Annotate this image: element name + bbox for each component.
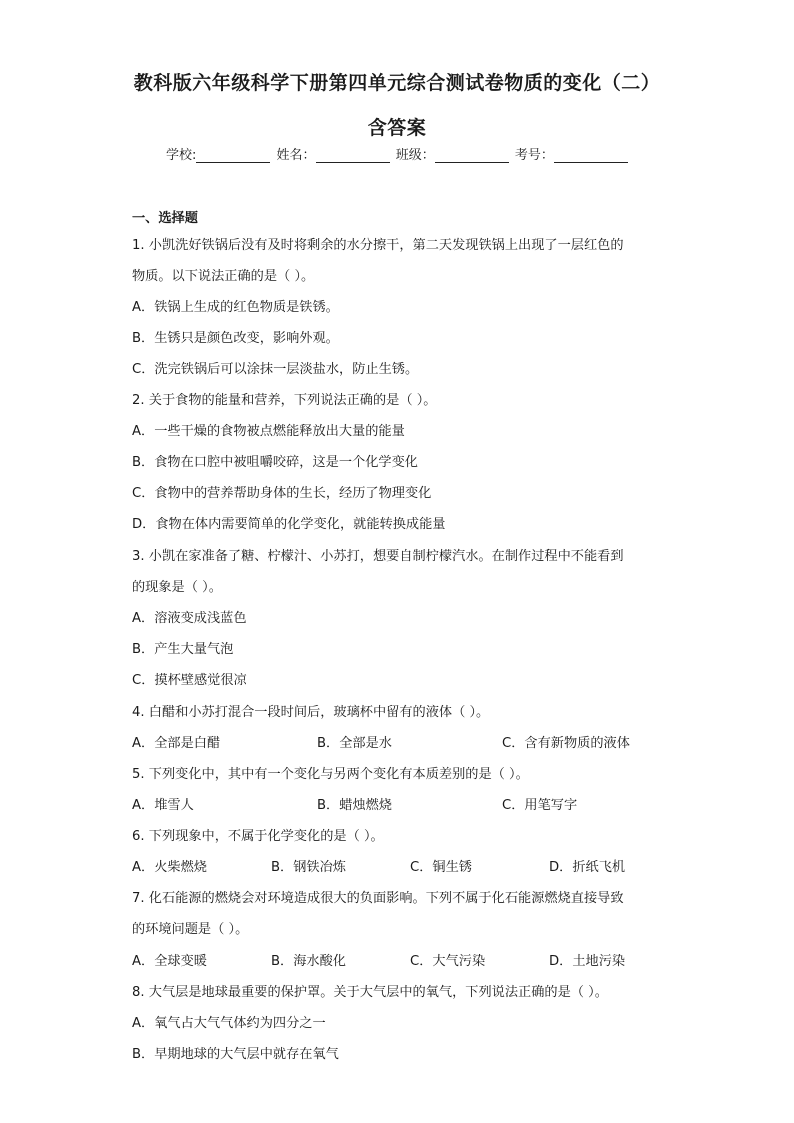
- question-5-option-c: C．用笔写字: [502, 798, 578, 813]
- question-4-option-c: C．含有新物质的液体: [502, 736, 630, 751]
- name-blank: [316, 148, 390, 163]
- question-3-option-a: A．溶液变成浅蓝色: [132, 611, 247, 626]
- question-6-option-a: A．火柴燃烧: [132, 860, 207, 875]
- student-info-row: [166, 144, 630, 163]
- question-2-line-1: 2. 关于食物的能量和营养，下列说法正确的是（ ）。: [132, 393, 437, 408]
- question-3-line-2: 的现象是（ ）。: [132, 580, 222, 595]
- question-4-option-a: A．全部是白醋: [132, 736, 221, 751]
- question-8-option-b: B．早期地球的大气层中就存在氧气: [132, 1047, 339, 1062]
- question-4-option-b: B．全部是水: [317, 736, 392, 751]
- question-1-option-c: C．洗完铁锅后可以涂抹一层淡盐水，防止生锈。: [132, 362, 419, 377]
- question-2-option-a: A．一些干燥的食物被点燃能释放出大量的能量: [132, 424, 405, 439]
- question-2-option-c: C．食物中的营养帮助身体的生长，经历了物理变化: [132, 486, 432, 501]
- school-blank: [196, 148, 270, 163]
- question-1-option-a: A．铁锅上生成的红色物质是铁锈。: [132, 300, 339, 315]
- question-1-line-2: 物质。以下说法正确的是（ ）。: [132, 269, 315, 284]
- question-5-option-a: A．堆雪人: [132, 798, 194, 813]
- exam-title-line1: 教科版六年级科学下册第四单元综合测试卷物质的变化（二）: [133, 72, 661, 94]
- question-6-option-c: C．铜生锈: [410, 860, 472, 875]
- question-5-line-1: 5. 下列变化中，其中有一个变化与另两个变化有本质差别的是（ ）。: [132, 767, 529, 782]
- question-7-option-d: D．土地污染: [549, 954, 626, 969]
- exam-title-line2: 含答案: [367, 117, 427, 139]
- question-3-option-c: C．摸杯壁感觉很凉: [132, 673, 247, 688]
- class-blank: [435, 148, 509, 163]
- question-4-line-1: 4. 白醋和小苏打混合一段时间后，玻璃杯中留有的液体（ ）。: [132, 705, 490, 720]
- section-heading: 一、选择题: [132, 211, 198, 226]
- exam-number-label: 考号：: [514, 148, 554, 163]
- question-2-option-d: D．食物在体内需要简单的化学变化，就能转换成能量: [132, 517, 446, 532]
- question-7-option-c: C．大气污染: [410, 954, 486, 969]
- question-1-line-1: 1. 小凯洗好铁锅后没有及时将剩余的水分擦干，第二天发现铁锅上出现了一层红色的: [132, 238, 624, 253]
- school-label: 学校:: [166, 148, 197, 163]
- question-7-line-1: 7. 化石能源的燃烧会对环境造成很大的负面影响。下列不属于化石能源燃烧直接导致: [132, 891, 624, 906]
- question-5-option-b: B．蜡烛燃烧: [317, 798, 392, 813]
- question-7-line-2: 的环境问题是（ ）。: [132, 922, 249, 937]
- exam-number-blank: [554, 148, 628, 163]
- question-7-option-a: A．全球变暖: [132, 954, 207, 969]
- question-6-option-b: B．钢铁冶炼: [271, 860, 346, 875]
- question-6-line-1: 6. 下列现象中，不属于化学变化的是（ ）。: [132, 829, 384, 844]
- question-3-option-b: B．产生大量气泡: [132, 642, 234, 657]
- name-label: 姓名：: [276, 148, 316, 163]
- question-8-option-a: A．氧气占大气气体约为四分之一: [132, 1016, 326, 1031]
- class-label: 班级：: [395, 148, 435, 163]
- question-8-line-1: 8. 大气层是地球最重要的保护罩。关于大气层中的氧气，下列说法正确的是（ ）。: [132, 985, 608, 1000]
- question-2-option-b: B．食物在口腔中被咀嚼咬碎，这是一个化学变化: [132, 455, 418, 470]
- question-3-line-1: 3. 小凯在家准备了糖、柠檬汁、小苏打，想要自制柠檬汽水。在制作过程中不能看到: [132, 549, 624, 564]
- question-7-option-b: B．海水酸化: [271, 954, 346, 969]
- question-6-option-d: D．折纸飞机: [549, 860, 626, 875]
- question-1-option-b: B．生锈只是颜色改变，影响外观。: [132, 331, 339, 346]
